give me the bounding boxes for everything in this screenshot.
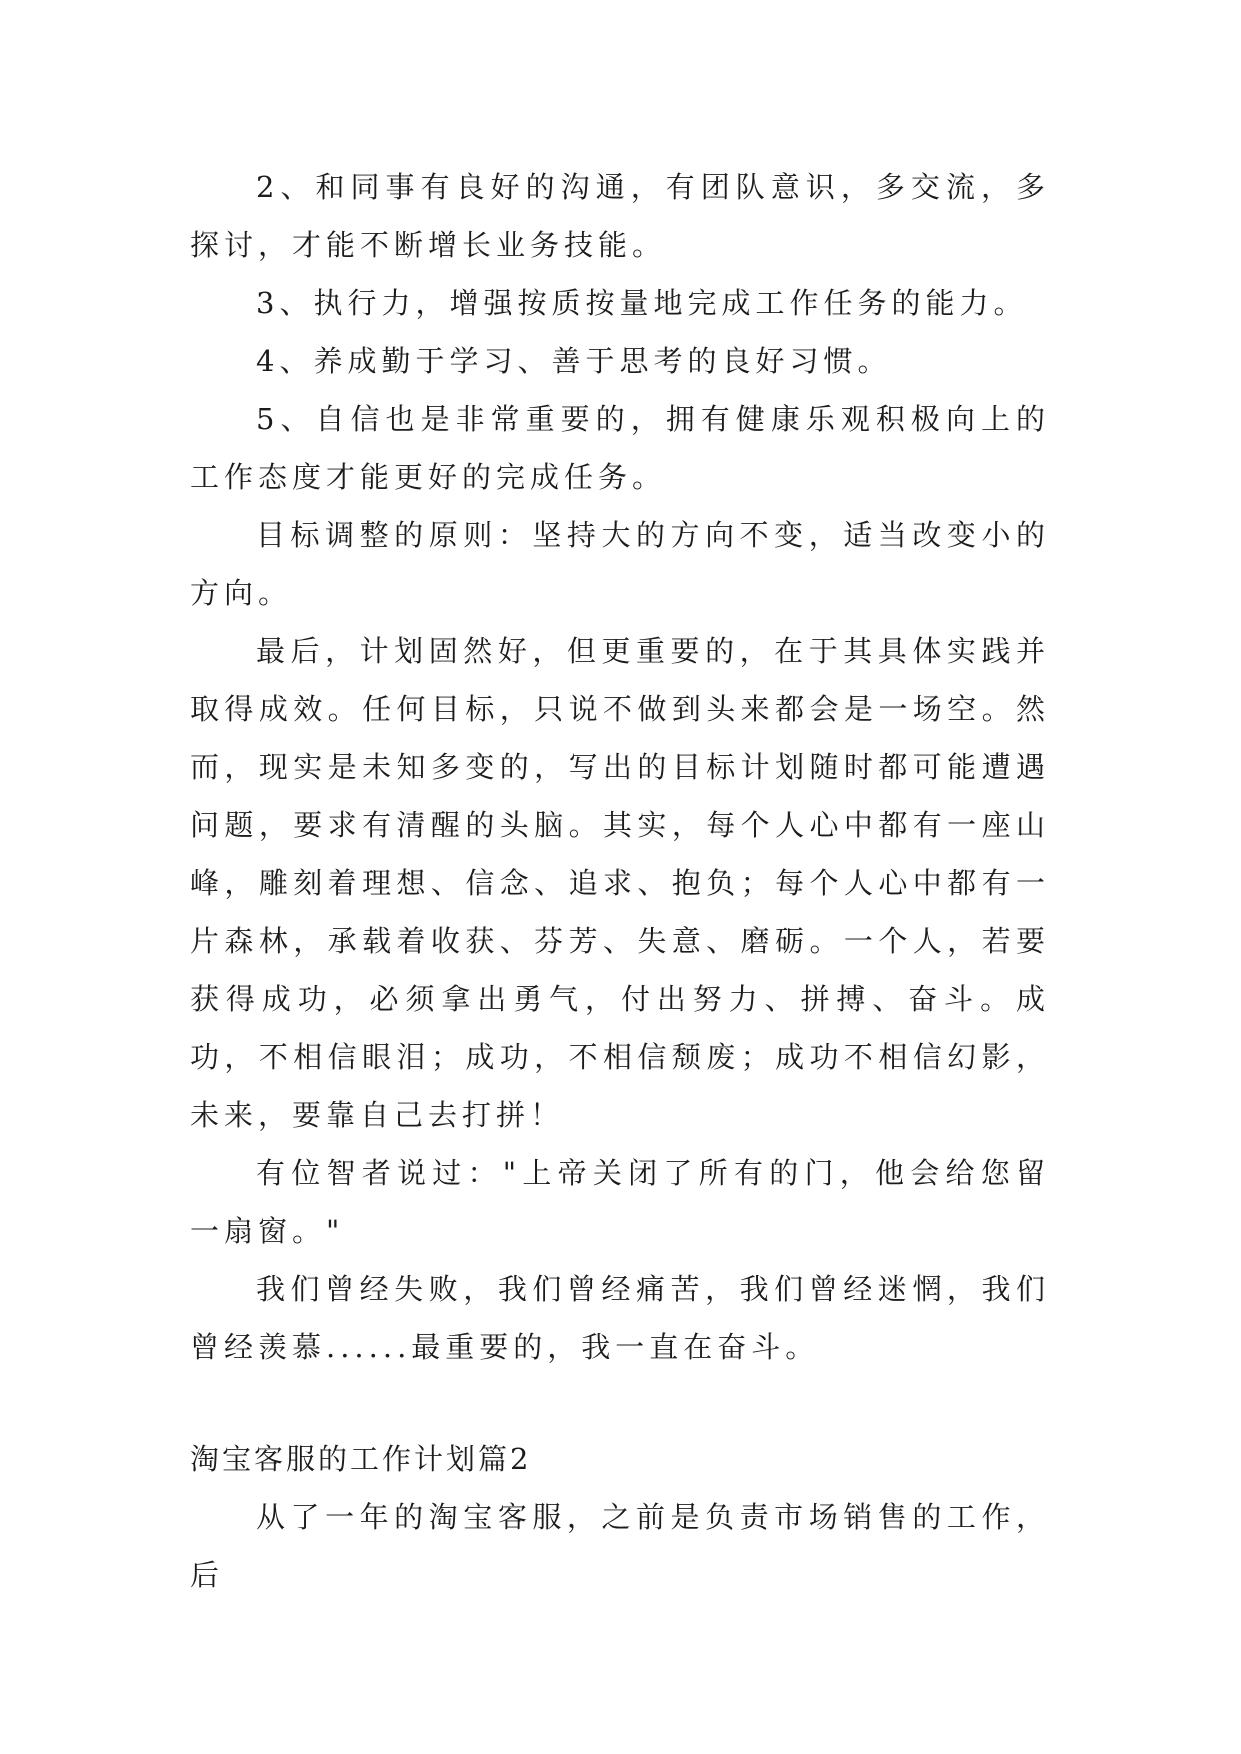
paragraph-goal-adjustment: 目标调整的原则：坚持大的方向不变，适当改变小的方向。: [190, 518, 1050, 610]
section-heading: 淘宝客服的工作计划篇2: [190, 1442, 532, 1476]
paragraph-section2-intro: 从了一年的淘宝客服，之前是负责市场销售的工作，后: [190, 1500, 1050, 1592]
paragraph-teamwork: 2、和同事有良好的沟通，有团队意识，多交流，多探讨，才能不断增长业务技能。: [190, 170, 1050, 262]
paragraph-struggle: 我们曾经失败，我们曾经痛苦，我们曾经迷惘，我们曾经羡慕......最重要的，我一直在奋斗。: [190, 1272, 1050, 1364]
paragraph-conclusion: 最后，计划固然好，但更重要的，在于其具体实践并取得成效。任何目标，只说不做到头来都会是一场空。然而，现实是未知多变的，写出的目标计划随时都可能遭遇问题，要求有清醒的头脑。其实，每个人心中都有一座山峰，雕刻着理想、信念、追求、抱负；每个人心中都有一片森林，承载着收获、芬芳、失意、磨砺。一个人，若要获得成功，必须拿出勇气，付出努力、拼搏、奋斗。成功，不相信眼泪；成功，不相信颓废；成功不相信幻影，未来，要靠自己去打拼！: [190, 634, 1050, 1132]
document-body: [190, 158, 1050, 1604]
paragraph-confidence: 5、自信也是非常重要的，拥有健康乐观积极向上的工作态度才能更好的完成任务。: [190, 402, 1050, 494]
paragraph-quote: 有位智者说过："上帝关闭了所有的门，他会给您留一扇窗。": [190, 1156, 1050, 1248]
paragraph-execution: 3、执行力，增强按质按量地完成工作任务的能力。: [256, 286, 1028, 320]
paragraph-learning-habits: 4、养成勤于学习、善于思考的良好习惯。: [256, 344, 892, 378]
